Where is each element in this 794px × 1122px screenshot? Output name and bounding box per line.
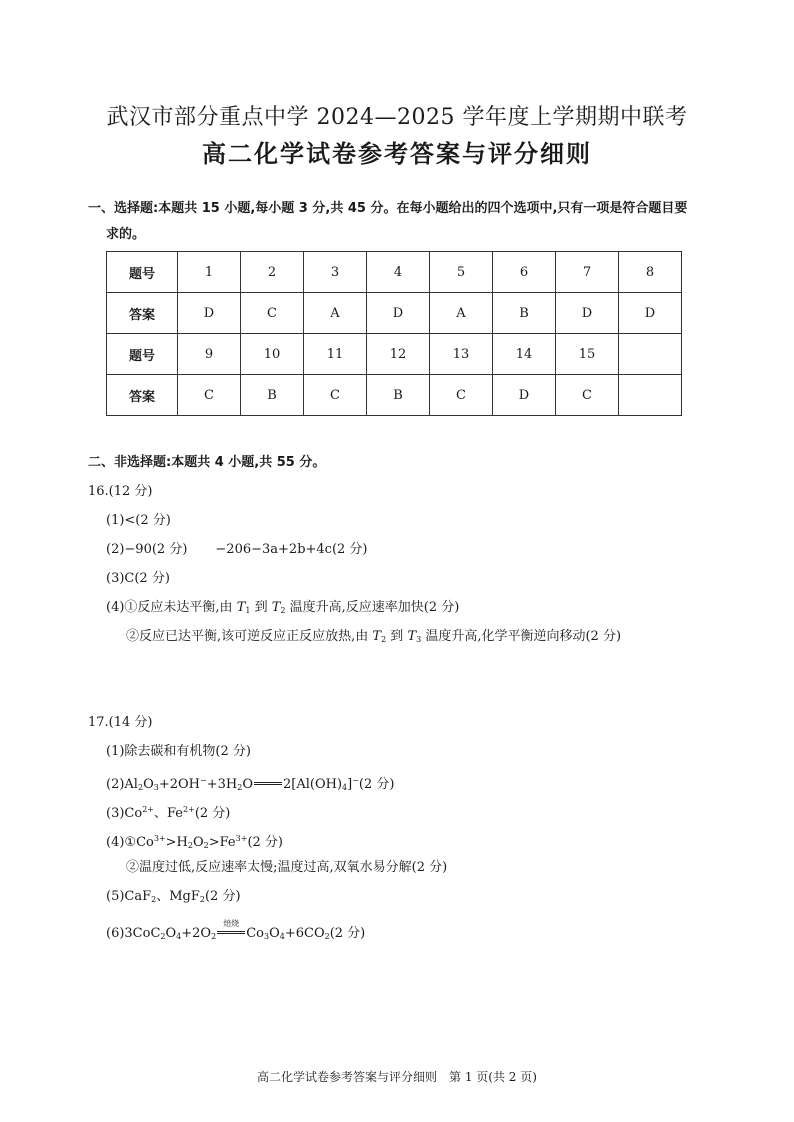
- subscript: 3: [263, 932, 270, 941]
- variable-t: T: [271, 600, 281, 615]
- answer-cell: D: [619, 293, 682, 334]
- text-segment: 、MgF: [156, 889, 200, 904]
- answer-cell: A: [304, 293, 367, 334]
- answer-cell: B: [241, 375, 304, 416]
- text-segment: (2)Al: [106, 777, 138, 792]
- answer-cell: C: [556, 375, 619, 416]
- text-segment: (2 分): [329, 926, 366, 941]
- answer-cell: C: [430, 375, 493, 416]
- text-segment: +2OH: [158, 777, 200, 792]
- q16-answer-1: (1)<(2 分): [106, 513, 171, 528]
- question-number: 8: [619, 252, 682, 293]
- q16-title: 16.(12 分): [88, 484, 153, 499]
- text-segment: O: [269, 926, 280, 941]
- superscript: 3+: [153, 834, 166, 843]
- text-segment: ②反应已达平衡,该可逆反应正反应放热,由: [126, 629, 373, 644]
- text-segment: 到: [386, 629, 408, 644]
- text-segment: (2 分): [194, 806, 231, 821]
- superscript: 3+: [235, 834, 248, 843]
- text-segment: 温度升高,反应速率加快(2 分): [285, 600, 460, 615]
- answer-cell: D: [493, 375, 556, 416]
- text-segment: (2 分): [204, 889, 241, 904]
- text-segment: +2O: [181, 926, 212, 941]
- subscript: 4: [176, 932, 182, 941]
- q16-answer-4-1: [106, 599, 459, 620]
- answer-cell: A: [430, 293, 493, 334]
- answer-cell: C: [178, 375, 241, 416]
- subscript: 2: [187, 841, 193, 850]
- answer-table: [106, 251, 682, 416]
- answer-cell: B: [367, 375, 430, 416]
- row-label-answer: 答案: [107, 293, 178, 334]
- section1-heading-cont: 求的。: [106, 227, 146, 242]
- answer-cell: D: [556, 293, 619, 334]
- q16-answer-4-2: [126, 628, 621, 649]
- question-number: 14: [493, 334, 556, 375]
- q17-answer-4-2: ②温度过低,反应速率太慢;温度过高,双氧水易分解(2 分): [126, 860, 448, 875]
- q17-answer-4-1: [106, 830, 283, 855]
- reaction-condition: 焙烧: [223, 919, 240, 928]
- text-segment: (6)3CoC: [106, 926, 161, 941]
- text-segment: O: [143, 777, 154, 792]
- subscript: 2: [381, 635, 387, 644]
- text-segment: >Fe: [208, 835, 236, 850]
- text-segment: (5)CaF: [106, 889, 152, 904]
- text-segment: (4)①反应未达平衡,由: [106, 600, 237, 615]
- q17-title: 17.(14 分): [88, 715, 153, 730]
- q16-answer-2: [106, 541, 368, 559]
- subscript: 2: [280, 606, 286, 615]
- exam-title: 武汉市部分重点中学 2024—2025 学年度上学期期中联考: [106, 105, 688, 130]
- text-segment: (2 分): [358, 777, 395, 792]
- variable-t: T: [372, 629, 382, 644]
- superscript: 2+: [183, 805, 195, 814]
- subscript: 2: [160, 932, 166, 941]
- answer-cell: [619, 375, 682, 416]
- text-segment: O: [192, 835, 204, 850]
- superscript: 2+: [142, 805, 154, 814]
- text-segment: ]: [347, 777, 353, 792]
- variable-t: T: [407, 629, 417, 644]
- text-segment: O: [165, 926, 177, 941]
- text-segment: >H: [165, 835, 188, 850]
- subscript: 3: [416, 635, 422, 644]
- superscript: −: [200, 776, 207, 785]
- row-label-question: 题号: [107, 252, 178, 293]
- question-number: 5: [430, 252, 493, 293]
- q16-answer-2b: −206−3a+2b+4c(2 分): [215, 542, 368, 557]
- answer-cell: B: [493, 293, 556, 334]
- subscript: 2: [151, 895, 157, 904]
- question-number: 10: [241, 334, 304, 375]
- q16-answer-2a: (2)−90(2 分): [106, 542, 188, 557]
- subscript: 2: [211, 932, 217, 941]
- row-label-question: 题号: [107, 334, 178, 375]
- table-row: [107, 252, 682, 293]
- text-segment: 、Fe: [154, 806, 184, 821]
- question-number: 12: [367, 334, 430, 375]
- question-number: [619, 334, 682, 375]
- text-segment: (4)①Co: [106, 835, 154, 850]
- text-segment: 到: [250, 600, 272, 615]
- q17-answer-6: [106, 919, 366, 946]
- q17-answer-2: [106, 772, 394, 797]
- document-title: 高二化学试卷参考答案与评分细则: [202, 140, 592, 168]
- question-number: 1: [178, 252, 241, 293]
- text-segment: +6CO: [284, 926, 325, 941]
- subscript: 4: [342, 783, 348, 792]
- superscript: −: [352, 776, 359, 785]
- page-footer: 高二化学试卷参考答案与评分细则 第 1 页(共 2 页): [257, 1070, 537, 1084]
- subscript: 4: [279, 932, 285, 941]
- text-segment: (2 分): [247, 835, 283, 850]
- table-row: [107, 375, 682, 416]
- subscript: 2: [324, 932, 330, 941]
- q17-answer-1: (1)除去碳和有机物(2 分): [106, 744, 251, 759]
- table-row: [107, 293, 682, 334]
- text-segment: 2[Al(OH): [282, 777, 343, 792]
- section1-heading-text: 一、选择题:本题共 15 小题,每小题 3 分,共 45 分。在每小题给出的四个选项中,只有一项是符合题目要: [88, 201, 688, 216]
- table-row: [107, 334, 682, 375]
- section2-heading: 二、非选择题:本题共 4 小题,共 55 分。: [88, 455, 326, 470]
- reaction-arrow: [216, 919, 246, 943]
- subscript: 2: [199, 895, 205, 904]
- subscript: 2: [237, 783, 243, 792]
- subscript: 2: [137, 783, 144, 792]
- answer-cell: D: [367, 293, 430, 334]
- subscript: 1: [245, 606, 251, 615]
- text-segment: O: [242, 777, 253, 792]
- text-segment: (3)Co: [106, 806, 143, 821]
- answer-cell: C: [241, 293, 304, 334]
- question-number: 15: [556, 334, 619, 375]
- subscript: 3: [153, 783, 159, 792]
- q17-answer-5: [106, 888, 241, 909]
- text-segment: +3H: [206, 777, 238, 792]
- text-segment: 温度升高,化学平衡逆向移动(2 分): [421, 629, 622, 644]
- subscript: 2: [203, 841, 209, 850]
- question-number: 7: [556, 252, 619, 293]
- question-number: 4: [367, 252, 430, 293]
- text-segment: Co: [246, 926, 264, 941]
- q17-answer-3: [106, 801, 230, 823]
- q16-answer-3: (3)C(2 分): [106, 571, 170, 586]
- question-number: 13: [430, 334, 493, 375]
- question-number: 9: [178, 334, 241, 375]
- answer-cell: D: [178, 293, 241, 334]
- question-number: 11: [304, 334, 367, 375]
- question-number: 6: [493, 252, 556, 293]
- section1-heading: [88, 196, 687, 248]
- question-number: 3: [304, 252, 367, 293]
- answer-cell: C: [304, 375, 367, 416]
- question-number: 2: [241, 252, 304, 293]
- variable-t: T: [236, 600, 246, 615]
- equals-sign: [253, 776, 283, 794]
- row-label-answer: 答案: [107, 375, 178, 416]
